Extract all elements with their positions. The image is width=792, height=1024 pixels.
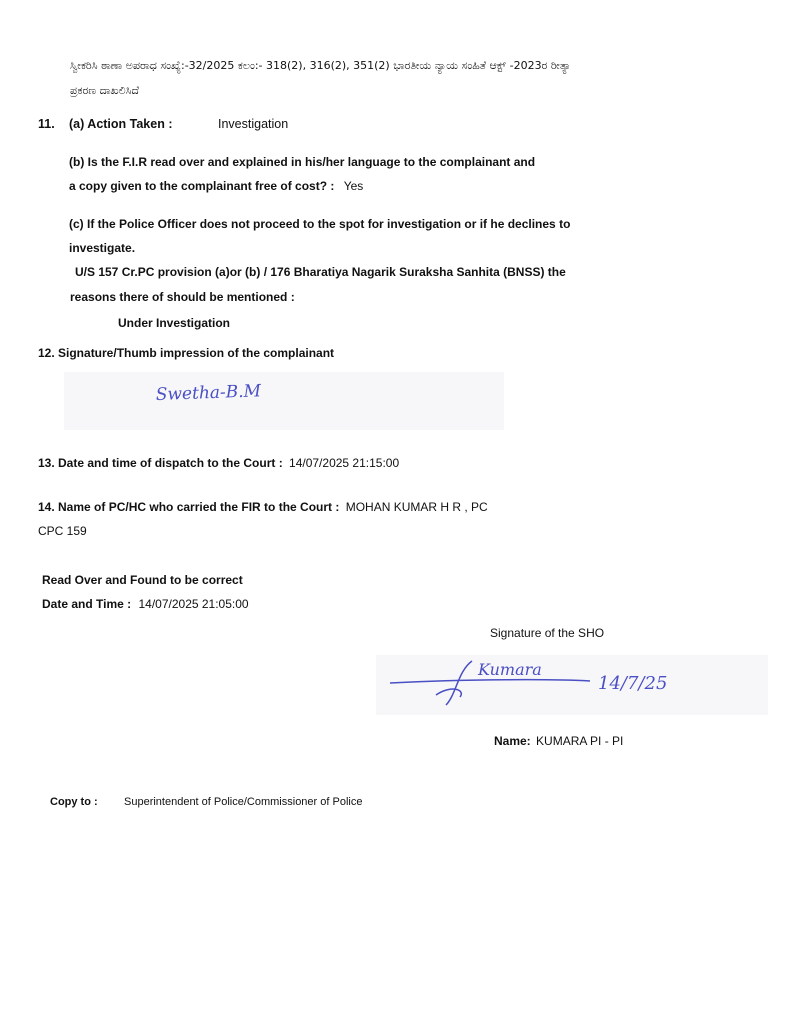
item-13-value: 14/07/2025 21:15:00 (289, 456, 400, 470)
item-11-b-line1: (b) Is the F.I.R read over and explained in his/her language to the complainant and (69, 155, 536, 169)
sho-signature (376, 655, 768, 715)
item-14-label: 14. Name of PC/HC who carried the FIR to the Court : (38, 500, 340, 514)
item-12-label: 12. Signature/Thumb impression of the complainant (38, 346, 335, 360)
item-14-value-line1: MOHAN KUMAR H R , PC (345, 500, 488, 514)
item-11-c-line2: investigate. (69, 241, 136, 255)
sho-signature-text: Kumara (478, 660, 542, 679)
sho-signature-title: Signature of the SHO (490, 626, 605, 640)
complainant-signature-box (64, 372, 504, 430)
item-11-number: 11. (38, 117, 55, 131)
complainant-signature-text: Swetha-B.M (155, 381, 262, 405)
complainant-signature (64, 372, 504, 430)
sho-name-label: Name: (494, 734, 531, 748)
sho-signature-box (376, 655, 768, 715)
item-11-b-question: a copy given to the complainant free of cost? : (69, 179, 335, 193)
item-13-label: 13. Date and time of dispatch to the Court : (38, 456, 283, 470)
readover-datetime (42, 597, 249, 611)
header-kannada-line1: ಸ್ವೀಕರಿಸಿ ಠಾಣಾ ಅಪರಾಧ ಸಂಖ್ಯೆ:-32/2025 ಕಲಂ:- 318(2), 316(2), 351(2) ಭಾರತೀಯ ನ್ಯಾಯ ಸಂಹಿತೆ ಆಕ್ಟ್ -2023ರ ರೀತ್ಯಾ (70, 59, 572, 72)
sho-name (494, 734, 623, 748)
sho-signature-stroke (390, 680, 590, 683)
item-11-c-line4: reasons there of should be mentioned : (70, 290, 295, 304)
item-11-a-label: (a) Action Taken : (69, 117, 173, 131)
item-11-c-line1: (c) If the Police Officer does not proceed to the spot for investigation or if he declines to (69, 217, 571, 231)
item-11-b-value: Yes (343, 179, 364, 193)
sho-signature-date: 14/7/25 (598, 673, 668, 694)
readover-datetime-label: Date and Time : (42, 597, 132, 611)
item-14-value-line2: CPC 159 (38, 524, 87, 538)
copy-to-label: Copy to : (50, 796, 98, 808)
item-11-c-line3: U/S 157 Cr.PC provision (a)or (b) / 176 Bharatiya Nagarik Suraksha Sanhita (BNSS) the (75, 265, 566, 279)
readover-datetime-value: 14/07/2025 21:05:00 (138, 597, 249, 611)
readover-line: Read Over and Found to be correct (42, 573, 243, 587)
item-14 (38, 500, 488, 514)
item-11-c-value: Under Investigation (118, 316, 231, 330)
item-11-a-value: Investigation (218, 117, 289, 131)
sho-signature-loop (436, 661, 472, 705)
sho-name-value: KUMARA PI - PI (536, 734, 624, 748)
copy-to-value: Superintendent of Police/Commissioner of Police (124, 796, 363, 808)
item-13 (38, 456, 399, 470)
header-kannada-line2: ಪ್ರಕರಣ ದಾಖಲಿಸಿದೆ (70, 84, 139, 97)
item-11-b-line2 (69, 179, 363, 193)
